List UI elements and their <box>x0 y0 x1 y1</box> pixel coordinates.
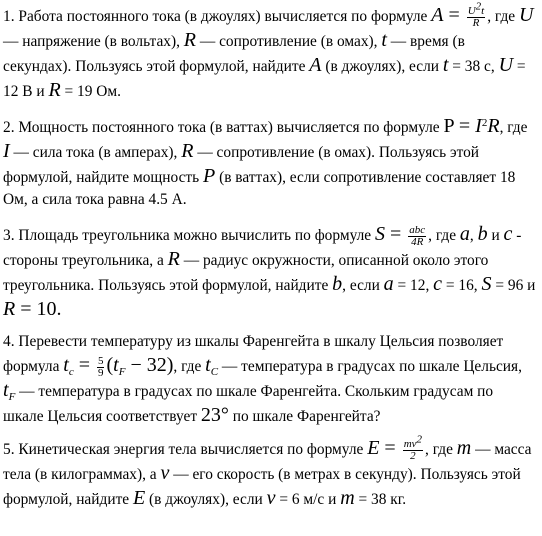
formula-lhs: A <box>431 4 444 26</box>
numerator-var: U <box>467 4 476 17</box>
problem-4-text: — температура в градусах по шкале Цельсия, <box>218 357 522 375</box>
variable: R <box>3 297 16 320</box>
fraction-denominator: 4R <box>411 235 424 248</box>
variable: c <box>433 272 443 295</box>
problem-1-text: = 19 Ом. <box>60 82 121 100</box>
numerator-var: mv <box>403 437 417 450</box>
fraction-denominator: R <box>472 16 480 29</box>
formula-variable: R <box>487 115 500 137</box>
formula-equals: = <box>443 4 465 26</box>
variable: m <box>340 486 355 509</box>
numerator-exponent: 2 <box>416 433 423 446</box>
variable: t <box>381 28 387 51</box>
degree-value: 23° <box>200 403 229 426</box>
problem-5-text: 5. Кинетическая энергия тела вычисляется по формуле <box>3 441 368 458</box>
problem-3-text: = 12, <box>393 276 434 294</box>
problem-3-text: и <box>487 227 504 244</box>
formula-subscript: F <box>118 365 126 378</box>
problem-1-text: — время (в секундах). Пользуясь этой формулой, найдите <box>3 32 465 75</box>
formula-fraction <box>403 433 423 462</box>
problem-1-text: = 12 В и <box>3 57 526 100</box>
problem-2 <box>3 115 537 212</box>
problem-3-text: = 10. <box>15 297 62 320</box>
formula-lhs: E <box>367 437 380 459</box>
problem-2-text: — сила тока (в амперах), <box>9 143 182 161</box>
formula-equals: = <box>384 223 407 245</box>
problem-1-text: — напряжение (в вольтах), <box>3 32 184 50</box>
problem-4-text: по шкале Фаренгейта? <box>228 407 381 425</box>
variable: t <box>205 353 211 376</box>
formula-equals: = <box>379 437 401 459</box>
fraction-numerator: abc <box>409 223 426 236</box>
formula-equals: = <box>453 115 476 137</box>
problem-2-text: 2. Мощность постоянного тока (в ваттах) вычисляется по формуле <box>3 119 444 136</box>
variable: v <box>266 486 276 509</box>
problem-5 <box>3 433 537 512</box>
problem-1-text: , где <box>487 8 519 25</box>
variable: S <box>481 272 492 295</box>
formula-fraction <box>467 0 486 29</box>
variable: m <box>456 437 472 459</box>
problem-5-text: , где <box>425 441 457 458</box>
problem-1-text: (в джоулях), если <box>321 57 443 75</box>
formula-variable: t <box>113 353 119 376</box>
variable-subscript: F <box>8 390 16 403</box>
variable: E <box>132 486 146 509</box>
variable: v <box>160 461 170 484</box>
formula-lhs: t <box>63 353 69 376</box>
problem-5-text: = 38 кг. <box>354 490 407 508</box>
fraction-numerator: 5 <box>97 354 104 367</box>
formula-subscript: c <box>68 365 74 378</box>
problem-5-text: (в джоулях), если <box>145 490 267 508</box>
problem-4 <box>3 331 537 428</box>
formula-exponent: 2 <box>481 116 488 129</box>
variable: R <box>183 28 197 51</box>
variable: R <box>48 78 61 101</box>
numerator-var: t <box>481 4 485 17</box>
fraction-denominator: 2 <box>410 449 416 462</box>
problem-5-text: — масса тела (в килограммах), а <box>3 441 532 483</box>
problem-1-text: — сопротивление (в омах), <box>196 32 382 50</box>
variable: a <box>383 272 394 295</box>
variable: b <box>477 223 488 245</box>
problem-2-text: (в ваттах), если сопротивление составляет 18 Ом, а сила тока равна 4.5 А. <box>3 168 516 209</box>
variable: c <box>503 223 513 245</box>
variable: U <box>519 4 534 26</box>
problem-5-text: — его скорость (в метрах в секунду). Пользуясь этой формулой, найдите <box>3 465 521 508</box>
formula-equals: = <box>73 353 95 376</box>
problem-2-text: — сопротивление (в омах). Пользуясь этой формулой, найдите мощность <box>3 143 480 186</box>
problem-1 <box>3 0 537 103</box>
formula-paren: ( <box>106 353 114 376</box>
variable: I <box>3 139 10 162</box>
problem-3-text: , где <box>428 227 460 244</box>
problem-3 <box>3 223 537 322</box>
problem-3-text: , если <box>342 276 384 294</box>
problem-4-text: , где <box>173 357 206 375</box>
formula-variable: I <box>475 115 482 137</box>
variable: a <box>459 223 470 245</box>
variable: P <box>203 164 216 187</box>
problem-2-text: , где <box>499 119 528 136</box>
fraction-denominator: 9 <box>97 366 104 379</box>
variable: R <box>167 247 180 270</box>
problem-3-text: = 96 и <box>491 276 536 294</box>
problem-3-text: — радиус окружности, описанной около этого треугольника. Пользуясь этой формулой, найдите <box>3 251 489 294</box>
formula-fraction <box>408 225 426 248</box>
formula-lhs: S <box>374 223 385 245</box>
variable: b <box>332 272 343 295</box>
problem-3-text: = 16, <box>442 276 482 294</box>
problem-3-text: , <box>469 227 478 244</box>
variable-subscript: C <box>210 365 219 378</box>
problem-3-text: 3. Площадь треугольника можно вычислить по формуле <box>3 227 375 244</box>
problem-4-text: 4. Перевести температуру из шкалы Фаренгейта в шкалу Цельсия позволяет формула <box>3 333 504 375</box>
problem-1-text: 1. Работа постоянного тока (в джоулях) вычисляется по формуле <box>3 8 432 25</box>
variable: A <box>309 53 322 76</box>
problem-4-text: — температура в градусах по шкале Фаренгейта. Скольким градусам по шкале Цельсия соответствует <box>3 382 494 425</box>
problem-1-text: = 38 с, <box>448 57 499 75</box>
problem-3-text: - стороны треугольника, а <box>3 227 522 269</box>
variable: t <box>3 378 9 401</box>
formula-fraction <box>97 356 105 379</box>
variable: R <box>181 139 194 162</box>
problem-5-text: = 6 м/с и <box>275 490 341 508</box>
variable: t <box>442 53 449 76</box>
variable: U <box>498 53 514 76</box>
formula-lhs: P <box>443 115 454 137</box>
formula-rest: − 32) <box>125 353 174 376</box>
numerator-exponent: 2 <box>475 0 482 13</box>
